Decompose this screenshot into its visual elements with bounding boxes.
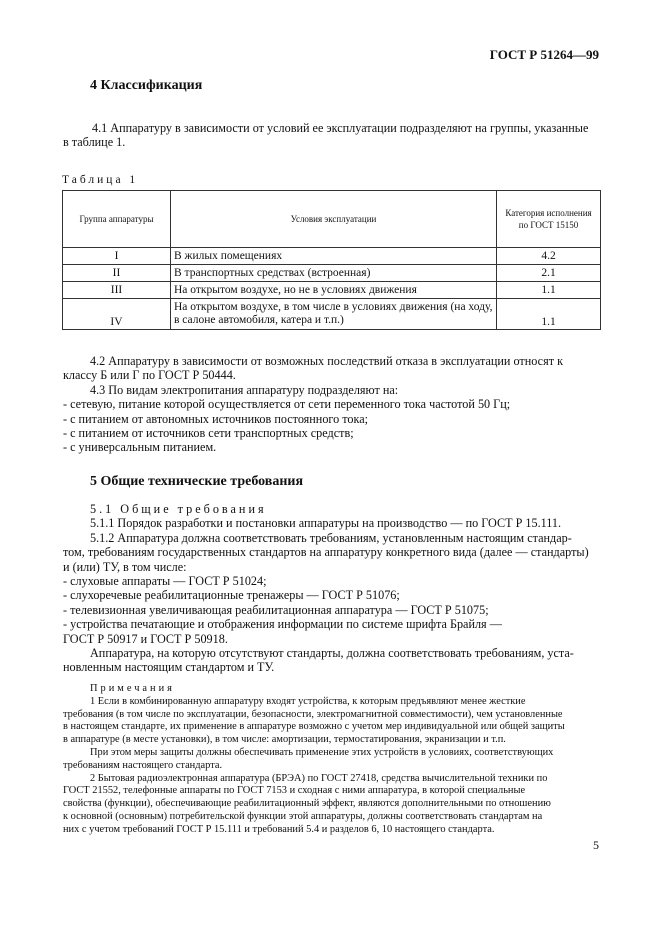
cell-group: II [63,265,171,282]
note-line: в аппаратуре (в месте установки), в том числе: амортизации, термостатирования, экранизации и т.п. [63,734,506,746]
section-5-heading: 5 Общие технические требования [90,474,304,489]
note-line: в настоящем стандарте, их применение в аппаратуре возможно с учетом мер индивидуальной или общей защиты [63,721,565,733]
paragraph-line: 4.3 По видам электропитания аппаратуру подразделяют на: [90,382,399,397]
list-item: - с питанием от автономных источников постоянного тока; [63,411,369,426]
section-5-1-body [63,502,600,675]
table-row [63,282,601,299]
paragraph-4-1 [63,121,600,150]
note-line: 2 Бытовая радиоэлектронная аппаратура (БРЭА) по ГОСТ 27418, средства вычислительной техники по [90,772,548,784]
note-line: требованиям настоящего стандарта. [63,759,223,771]
paragraph-line: классу Б или Г по ГОСТ Р 50444. [63,368,236,383]
notes-title: Примечания [90,683,175,694]
cell-conditions [171,299,497,330]
table-row [63,248,601,265]
cell-conditions: В жилых помещениях [171,248,497,265]
table-caption: Таблица 1 [62,174,139,186]
paragraph-line: 4.1 Аппаратуру в зависимости от условий ее эксплуатации подразделяют на группы, указанные [92,121,589,135]
note-line: требования (в том числе по эксплуатации, безопасности, электромагнитной совместимости), чем установленные [63,708,563,720]
list-item: - телевизионная увеличивающая реабилитационная аппаратура — ГОСТ Р 51075; [63,602,489,617]
note-line: них с учетом требований ГОСТ Р 15.111 и требований 5.4 и разделов 6, 10 настоящего стандарта. [63,823,495,835]
list-item: - сетевую, питание которой осуществляется от сети переменного тока частотой 50 Гц; [63,397,511,412]
notes-block [63,683,600,837]
cell-category: 4.2 [497,248,601,265]
paragraph-line: 4.2 Аппаратуру в зависимости от возможных последствий отказа в эксплуатации относят к [90,354,563,368]
cell-category: 1.1 [497,299,601,330]
list-item: - с питанием от источников сети транспортных средств; [63,426,354,441]
paragraph-line: 5.1.1 Порядок разработки и постановки аппаратуры на производство — по ГОСТ Р 15.111. [90,516,562,531]
paragraph-line: и (или) ТУ, в том числе: [63,559,187,574]
cell-conditions: В транспортных средствах (встроенная) [171,265,497,282]
note-line: ГОСТ 21552, телефонные аппараты по ГОСТ 7153 и сходная с ними аппаратура, в которой специальные [63,785,526,797]
paragraph-line: том, требованиям государственных стандартов на аппаратуру конкретного вида (далее — стандарты) [63,545,589,560]
section-4-heading: 4 Классификация [90,78,203,93]
header-conditions: Условия эксплуатации [171,191,497,248]
table-row [63,299,601,330]
cell-group: III [63,282,171,299]
document-code-header: ГОСТ Р 51264—99 [489,47,599,62]
paragraph-line: в таблице 1. [63,135,126,150]
classification-table [62,190,601,330]
cell-group: IV [63,299,171,330]
list-item: - слуховые аппараты — ГОСТ Р 51024; [63,574,267,589]
cell-category: 1.1 [497,282,601,299]
subsection-heading: 5.1 Общие требования [90,502,267,516]
list-item: ГОСТ Р 50917 и ГОСТ Р 50918. [63,631,228,646]
note-line: к основной (основным) потребительской функции этой аппаратуры, должны соответствовать стандартам на [63,810,543,822]
list-item: - с универсальным питанием. [63,440,217,455]
page-number: 5 [593,838,599,852]
list-item: - слухоречевые реабилитационные тренажеры — ГОСТ Р 51076; [63,588,400,603]
table-row [63,265,601,282]
note-line: При этом меры защиты должны обеспечивать применение этих устройств в условиях, соответствующих [90,746,554,758]
paragraph-line: Аппаратура, на которую отсутствуют стандарты, должна соответствовать требованиям, уста- [90,646,574,661]
cell-group: I [63,248,171,265]
cell-line: На открытом воздухе, в том числе в условиях движения (на ходу, [174,301,493,313]
table-header-row [63,191,601,248]
cell-conditions: На открытом воздухе, но не в условиях движения [171,282,497,299]
list-item: - устройства печатающие и отображения информации по системе шрифта Брайля — [63,617,502,632]
paragraph-line: 5.1.2 Аппаратура должна соответствовать требованиям, установленным настоящим стандар- [90,530,572,545]
header-group: Группа аппаратуры [63,191,171,248]
cell-category: 2.1 [497,265,601,282]
cell-line: в салоне автомобиля, катера и т.п.) [174,314,344,326]
paragraph-line: новленным настоящим стандартом и ТУ. [63,660,275,675]
header-category: Категория исполнения по ГОСТ 15150 [497,191,601,248]
paragraph-4-2-4-3 [63,354,600,455]
note-line: свойства (функции), обеспечивающие реабилитационный эффект, являются дополнительными по отношению [63,798,551,810]
note-line: 1 Если в комбинированную аппаратуру входят устройства, к которым предъявляют менее жесткие [90,695,526,707]
